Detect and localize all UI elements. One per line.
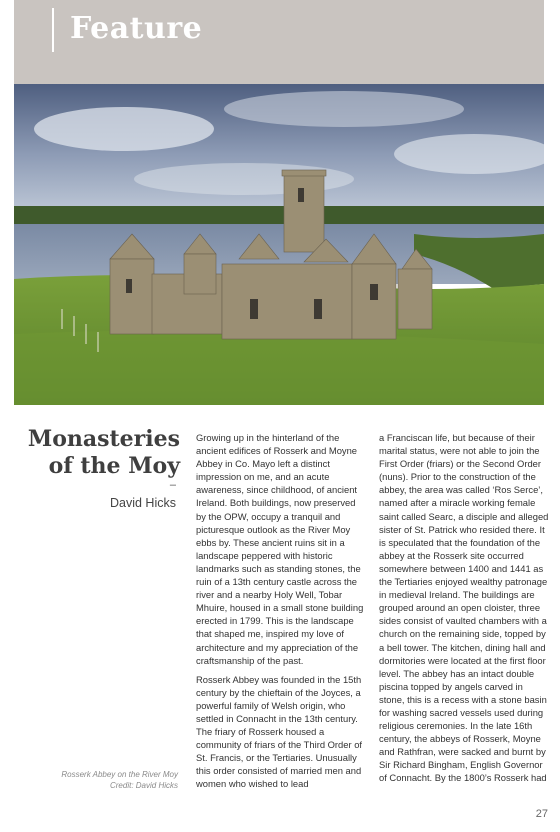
abbey-photo (14, 84, 544, 405)
body-column-1 (196, 431, 366, 791)
header-band (14, 0, 544, 84)
body-paragraph: Rosserk Abbey was founded in the 15th century by the chieftain of the Joyces, a powerful family of Welsh origin, who settled in Connacht in the 13th century. The friary of Rosserk housed a community of friars of the Third Order of St. Francis, or the Tertiaries. Unusually this order consisted of married men and women who wished to lead (196, 673, 363, 790)
photo-caption (14, 769, 178, 791)
page-number: 27 (535, 808, 548, 820)
caption-line1: Rosserk Abbey on the River Moy (61, 770, 178, 779)
caption-line2: Credit: David Hicks (109, 781, 178, 790)
article-title-line2: of the Moy (48, 453, 180, 479)
author-dash: – (169, 479, 176, 491)
body-paragraph: Growing up in the hinterland of the ancient edifices of Rosserk and Moyne Abbey in Co. Mayo left a distinct impression on me, and an acute awareness, since childhood, of ancient Ireland. Both buildings, now preserved by the OPW, occupy a tranquil and picturesque outlook as the River Moy ebbs by. These ancient ruins sit in a landscape peppered with historic landmarks such as standing stones, the ruin of a 13th century castle across the river and a nearby Holy Well, Tobar Mhuire, housed in a small stone building erected in 1799. This is the landscape that shaped me, inspired my love of architecture and my appreciation of the craftsmanship of the past. (196, 432, 364, 666)
section-title: Feature (70, 11, 203, 46)
body-column-2 (379, 431, 549, 785)
body-paragraph: a Franciscan life, but because of their marital status, were not able to join the First Order (friars) or the Second Order (nuns). Prior to the construction of the abbey, the area was called ‘Ros Serce’, named after a miracle working female saint called Searc, a disciple and alleged sister of St. Patrick who resided there. It is speculated that the foundation of the abbey at the Rosserk site occurred somewhere between 1400 and 1441 as the Tertiaries enjoyed wealthy patronage in medieval Ireland. The buildings are grouped around an open cloister, three sides consist of vaulted chambers with a church on the remaining side, topped by a bell tower. The kitchen, dining hall and dormitories were located at the first floor level. The abbey has an intact double piscina topped by angels carved in stone, this is a recess with a stone basin for washing sacred vessels used during religious ceremonies. In the late 16th century, the abbeys of Rosserk, Moyne and Rathfran, were sacked and burnt by Sir Richard Bingham, English Governor of Connacht. By the 1800’s Rosserk had (379, 432, 549, 784)
author-name: David Hicks (110, 496, 176, 510)
header-rule (52, 8, 54, 52)
article-title-line1: Monasteries (27, 426, 180, 452)
article-title (14, 426, 180, 480)
